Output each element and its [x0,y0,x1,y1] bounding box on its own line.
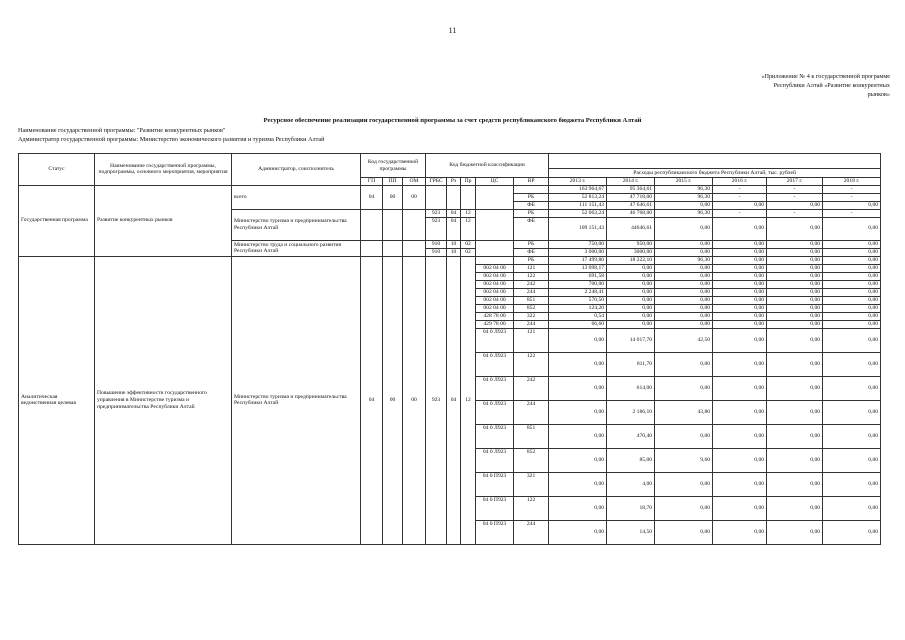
value-cell: 47 718,00 [607,193,655,201]
header-name: Наименование государственной программы, подпрограммы, основного мероприятия, мероприятия [95,154,232,186]
vr-cell: РБ [514,240,549,248]
value-cell: 0,00 [549,496,607,520]
header-gp-code: Код государственной программы [361,154,426,178]
value-cell: 96,30 [655,193,713,201]
vr-cell: 852 [514,304,549,312]
page-edge [881,256,898,264]
value-cell: 0,00 [713,448,767,472]
vr-cell: 244 [514,320,549,328]
value-cell: 0,00 [767,280,823,288]
vr-cell [514,185,549,193]
value-cell: 44646,61 [607,217,655,240]
page-number: 11 [448,26,457,35]
value-cell: 570,50 [549,296,607,304]
value-cell: 0,00 [767,520,823,544]
admin-cell: Министерство туризма и предпринимательства Республики Алтай [232,256,361,544]
value-cell: 0,00 [655,240,713,248]
table-row [19,185,898,193]
page-edge [881,352,898,376]
value-cell: 2 186,10 [607,400,655,424]
value-cell: 163 964,67 [549,185,607,193]
value-cell: 46 768,00 [607,209,655,217]
value-cell: 0,00 [713,328,767,352]
value-cell: - [713,185,767,193]
om-cell: 00 [403,256,426,544]
header-status: Статус [19,154,95,186]
value-cell: 0,00 [655,376,713,400]
value-cell: 0,00 [823,288,881,296]
cs-cell [476,185,514,209]
admin-cell: Министерство туризма и предпринимательства Республики Алтай [232,209,361,240]
page-edge [881,288,898,296]
header-rz: Рз [447,178,461,186]
value-cell: 0,00 [767,328,823,352]
header-year: 2013 г. [549,178,607,186]
page-edge [881,312,898,320]
cs-cell: 002 04 00 [476,280,514,288]
value-cell: 0,00 [823,496,881,520]
value-cell: 0,00 [767,240,823,248]
grbs-cell [426,185,447,209]
cs-cell: 429 78 00 [476,320,514,328]
value-cell: 0,00 [607,264,655,272]
header-gp: ГП [361,178,383,186]
cs-cell [476,256,514,264]
value-cell: 0,00 [713,320,767,328]
cs-cell: 04 0 Л923 [476,328,514,352]
value-cell: 691,58 [549,272,607,280]
grbs-cell: 923 [426,256,447,544]
value-cell: 0,00 [767,304,823,312]
page-edge [881,376,898,400]
appendix-line: Республики Алтай «Развитие конкурентных [773,81,890,89]
value-cell: 0,00 [713,496,767,520]
resource-table [18,153,898,545]
value-cell: - [823,193,881,201]
value-cell: 0,00 [767,272,823,280]
value-cell: 52 813,24 [549,193,607,201]
page-edge [881,296,898,304]
value-cell: 2 248,41 [549,288,607,296]
value-cell: 0,00 [713,201,767,209]
value-cell: 0,00 [713,400,767,424]
value-cell: 0,00 [655,288,713,296]
value-cell: 95 364,61 [607,185,655,193]
value-cell: 0,00 [655,312,713,320]
pr-cell [461,185,476,209]
page-edge [881,217,898,240]
value-cell: 0,00 [655,201,713,209]
cs-cell: 04 0 П923 [476,520,514,544]
cs-cell: 428 78 00 [476,312,514,320]
value-cell: 0,00 [767,248,823,256]
page-edge [881,169,898,178]
value-cell: 0,00 [767,496,823,520]
appendix-note [690,73,890,100]
value-cell: 0,00 [767,400,823,424]
value-cell: 3 000,00 [549,248,607,256]
vr-cell: 121 [514,328,549,352]
cs-cell [476,209,514,240]
value-cell: 0,00 [549,472,607,496]
value-cell: 0,00 [823,272,881,280]
value-cell: 0,00 [713,472,767,496]
value-cell: 0,00 [767,264,823,272]
vr-cell: 322 [514,312,549,320]
header-grbs: ГРБС [426,178,447,186]
value-cell: 0,00 [655,304,713,312]
gp-cell [361,240,383,256]
value-cell: - [767,185,823,193]
name-cell: Развитие конкурентных рынков [95,185,232,256]
value-cell: 0,00 [713,264,767,272]
page-edge [881,424,898,448]
value-cell: 0,00 [655,296,713,304]
page-edge [881,209,898,217]
value-cell: - [767,193,823,201]
value-cell: 0,00 [823,304,881,312]
value-cell: 0,00 [713,352,767,376]
value-cell: 0,00 [823,217,881,240]
grbs-cell: 923 [426,217,447,240]
vr-cell: 122 [514,496,549,520]
vr-cell: 851 [514,296,549,304]
page-edge [881,178,898,186]
value-cell: 0,00 [607,312,655,320]
value-cell: 0,00 [767,296,823,304]
page-edge [881,240,898,248]
cs-cell: 002 04 00 [476,272,514,280]
header-row [19,154,898,169]
value-cell: 0,00 [823,312,881,320]
value-cell: - [767,209,823,217]
header-vr: ВР [514,178,549,186]
page-edge [881,448,898,472]
value-cell: 0,00 [823,328,881,352]
grbs-cell: 910 [426,248,447,256]
page-edge [881,248,898,256]
vr-cell: ФБ [514,201,549,209]
value-cell: 0,00 [767,320,823,328]
value-cell: 0,00 [767,424,823,448]
pp-cell [383,209,403,240]
cs-cell: 002 04 00 [476,304,514,312]
value-cell: 85,00 [607,448,655,472]
value-cell: 0,00 [713,240,767,248]
pr-cell: 02 [461,240,476,248]
pr-cell: 02 [461,248,476,256]
page-edge [881,320,898,328]
value-cell: 0,00 [823,201,881,209]
vr-cell: 244 [514,400,549,424]
value-cell: 0,00 [713,248,767,256]
page-edge [881,201,898,209]
value-cell: 0,00 [767,201,823,209]
value-cell: 13 098,17 [549,264,607,272]
vr-cell: 244 [514,288,549,296]
value-cell: 109 151,43 [549,217,607,240]
value-cell: 66,60 [549,320,607,328]
page-edge [881,280,898,288]
header-pp: ПП [383,178,403,186]
value-cell: 0,00 [655,520,713,544]
value-cell: 0,00 [607,320,655,328]
status-cell: Аналитическая ведомственная целевая [19,256,95,544]
value-cell: 0,00 [549,520,607,544]
admin-cell: всего [232,185,361,209]
om-cell [403,209,426,240]
value-cell: 700,00 [549,280,607,288]
value-cell: 0,00 [713,296,767,304]
value-cell: 0,00 [823,320,881,328]
pp-cell: 00 [383,256,403,544]
value-cell: 0,00 [655,280,713,288]
value-cell: 0,00 [655,352,713,376]
pr-cell: 12 [461,256,476,544]
status-cell: Государственная программа [19,185,95,256]
cs-cell: 04 0 П923 [476,496,514,520]
header-admin: Администратор, соисполнитель [232,154,361,186]
grbs-cell: 923 [426,209,447,217]
vr-cell: 321 [514,472,549,496]
value-cell: 0,00 [823,520,881,544]
value-cell: 0,00 [767,217,823,240]
value-cell: 18 222,10 [607,256,655,264]
value-cell: 0,00 [823,256,881,264]
header-budget-code: Код бюджетной классификации [426,154,549,178]
cs-cell: 002 04 00 [476,296,514,304]
value-cell: 111 151,43 [549,201,607,209]
value-cell: 0,00 [767,312,823,320]
cs-cell: 04 0 Л923 [476,400,514,424]
value-cell: 9,60 [655,448,713,472]
value-cell: 0,00 [767,288,823,296]
value-cell: 0,00 [823,376,881,400]
value-cell: 0,00 [655,264,713,272]
value-cell: 3000,00 [607,248,655,256]
vr-cell: 121 [514,264,549,272]
vr-cell: 851 [514,424,549,448]
value-cell: 124,20 [549,304,607,312]
value-cell: 52 063,24 [549,209,607,217]
admin-cell: Министерство труда и социального развития Республики Алтай [232,240,361,256]
value-cell: 0,00 [713,376,767,400]
page-edge [881,400,898,424]
value-cell: 811,70 [607,352,655,376]
header-year: 2015 г. [655,178,713,186]
gp-cell [361,209,383,240]
value-cell: 0,00 [607,280,655,288]
cs-cell: 04 0 Л923 [476,448,514,472]
value-cell: 96,30 [655,256,713,264]
page-edge [881,264,898,272]
value-cell: 0,00 [607,296,655,304]
page-edge [881,304,898,312]
vr-cell: РБ [514,209,549,217]
rz-cell [447,185,461,209]
value-cell: - [823,185,881,193]
pp-cell [383,240,403,256]
value-cell: 0,00 [823,352,881,376]
page-edge [881,328,898,352]
value-cell: 0,00 [767,376,823,400]
cs-cell: 002 04 00 [476,288,514,296]
value-cell: 950,00 [607,240,655,248]
header-om: ОМ [403,178,426,186]
value-cell: 0,00 [655,496,713,520]
om-cell [403,240,426,256]
value-cell: 0,00 [823,472,881,496]
header-pr: Пр [461,178,476,186]
document-title: Ресурсное обеспечение реализации государственной программы за счет средств республиканского бюджета Республики Алтай [263,117,642,124]
value-cell: 43,80 [655,400,713,424]
value-cell: - [713,193,767,201]
value-cell: 0,00 [823,240,881,248]
vr-cell: 244 [514,520,549,544]
value-cell: - [713,209,767,217]
value-cell: 96,30 [655,185,713,193]
page-edge [881,185,898,193]
vr-cell: 852 [514,448,549,472]
cs-cell: 04 0 П923 [476,472,514,496]
header-expenses-blank [549,154,881,169]
value-cell: 0,00 [767,352,823,376]
value-cell: 0,54 [549,312,607,320]
rz-cell: 04 [447,256,461,544]
value-cell: 0,00 [713,288,767,296]
value-cell: 0,00 [607,272,655,280]
value-cell: 0,00 [823,280,881,288]
value-cell: 0,00 [655,320,713,328]
vr-cell: РБ [514,193,549,201]
value-cell: 0,00 [549,352,607,376]
cs-cell: 002 04 00 [476,264,514,272]
value-cell: 18,70 [607,496,655,520]
value-cell: 0,00 [713,217,767,240]
page-edge [881,472,898,496]
value-cell: 0,00 [767,448,823,472]
value-cell: 0,00 [713,424,767,448]
value-cell: 470,40 [607,424,655,448]
vr-cell: 242 [514,280,549,288]
vr-cell: РБ [514,256,549,264]
pr-cell: 12 [461,209,476,217]
value-cell: 0,00 [713,272,767,280]
value-cell: 0,00 [655,424,713,448]
value-cell: - [823,209,881,217]
header-cs: ЦС [476,178,514,186]
vr-cell: 122 [514,352,549,376]
grbs-cell: 910 [426,240,447,248]
cs-cell [476,240,514,256]
value-cell: 4,00 [607,472,655,496]
appendix-line: рынков» [867,90,890,98]
cs-cell: 04 0 Л923 [476,376,514,400]
rz-cell: 10 [447,248,461,256]
rz-cell: 04 [447,209,461,217]
value-cell: 614,00 [607,376,655,400]
header-year: 2017 г. [767,178,823,186]
value-cell: 0,00 [655,272,713,280]
value-cell: 0,00 [823,448,881,472]
value-cell: 0,00 [823,296,881,304]
value-cell: 0,00 [713,256,767,264]
page-edge [881,154,898,169]
appendix-line: «Приложение № 4 к государственной программе [761,73,890,80]
page-edge [881,272,898,280]
vr-cell: 122 [514,272,549,280]
table-row [19,256,898,264]
cs-cell: 04 0 Л923 [476,424,514,448]
gp-cell: 04 [361,185,383,209]
value-cell: 0,00 [549,448,607,472]
value-cell: 0,00 [713,280,767,288]
value-cell: 0,00 [823,424,881,448]
pp-cell: 00 [383,185,403,209]
value-cell: 0,00 [607,288,655,296]
header-year: 2014 г. [607,178,655,186]
value-cell: 0,00 [823,400,881,424]
pr-cell: 12 [461,217,476,240]
value-cell: 14 017,70 [607,328,655,352]
page-edge [881,193,898,201]
vr-cell: ФБ [514,248,549,256]
value-cell: 0,00 [713,304,767,312]
value-cell: 0,00 [655,472,713,496]
value-cell: 0,00 [713,312,767,320]
value-cell: 17 499,80 [549,256,607,264]
value-cell: 0,00 [549,328,607,352]
value-cell: 0,00 [549,376,607,400]
value-cell: 47 646,61 [607,201,655,209]
value-cell: 0,00 [823,248,881,256]
value-cell: 42,50 [655,328,713,352]
value-cell: 0,00 [823,264,881,272]
name-cell: Повышение эффективности государственного управления в Министерстве туризма и предпринимательства Республики Алтай [95,256,232,544]
program-name-line: Наименование государственной программы: "Развитие конкурентных рынков" [18,127,226,134]
cs-cell: 04 0 Л923 [476,352,514,376]
value-cell: 96,30 [655,209,713,217]
header-year: 2018 г. [823,178,881,186]
value-cell: 0,00 [767,472,823,496]
program-admin-line: Администратор государственной программы: Министерство экономического развития и туризма Республики Алтай [18,136,325,143]
header-year: 2016 г. [713,178,767,186]
value-cell: 14,50 [607,520,655,544]
header-expenses: Расходы республиканского бюджета Республики Алтай, тыс. рублей [549,169,881,178]
page-edge [881,496,898,520]
value-cell: 0,00 [767,256,823,264]
page-edge [881,520,898,544]
value-cell: 0,00 [655,248,713,256]
value-cell: 750,00 [549,240,607,248]
vr-cell: ФБ [514,217,549,240]
vr-cell: 242 [514,376,549,400]
rz-cell: 04 [447,217,461,240]
rz-cell: 10 [447,240,461,248]
value-cell: 0,00 [549,400,607,424]
value-cell: 0,00 [607,304,655,312]
om-cell: 00 [403,185,426,209]
value-cell: 0,00 [713,520,767,544]
value-cell: 0,00 [549,424,607,448]
value-cell: 0,00 [655,217,713,240]
gp-cell: 04 [361,256,383,544]
